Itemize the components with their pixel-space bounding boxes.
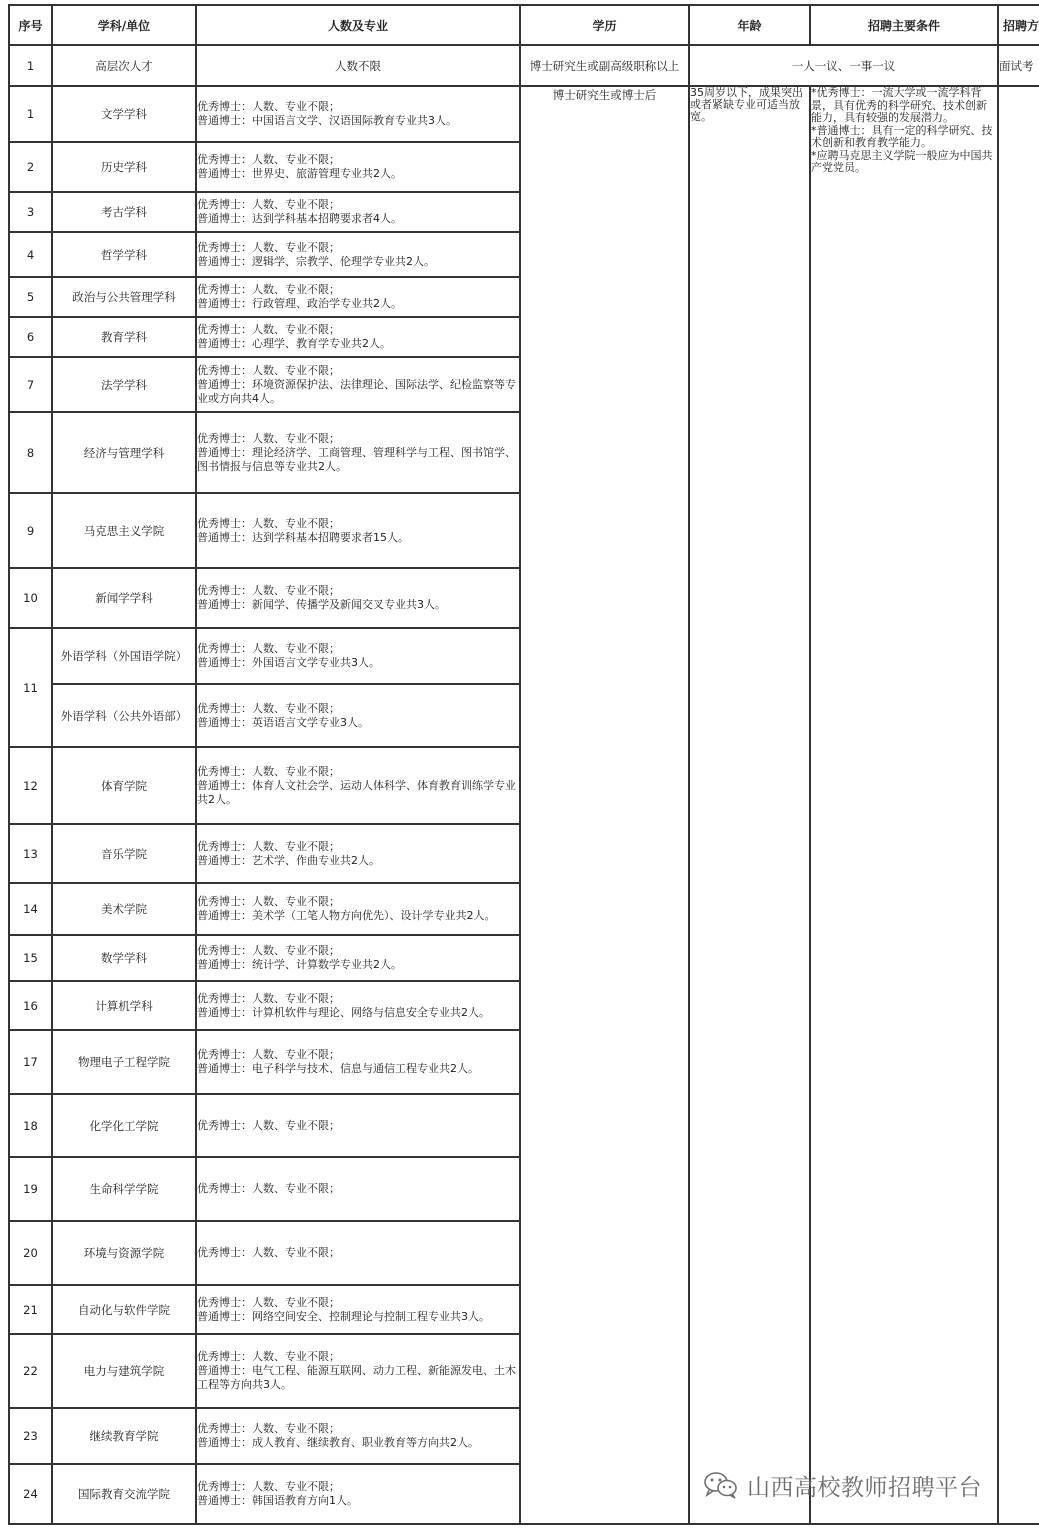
spec-line: 优秀博士：人数、专业不限； xyxy=(197,1480,340,1493)
spec-line: 优秀博士：人数、专业不限； xyxy=(197,240,340,254)
row-spec xyxy=(196,232,520,277)
row-no: 6 xyxy=(9,317,52,357)
row-spec xyxy=(196,493,520,568)
row-unit: 化学化工学院 xyxy=(52,1094,196,1157)
spec-line: 普通博士：达到学科基本招聘要求者15人。 xyxy=(197,530,409,544)
row-spec xyxy=(196,935,520,981)
row-spec xyxy=(196,412,520,493)
row-no: 18 xyxy=(9,1094,52,1157)
row-spec xyxy=(196,1285,520,1334)
row-spec xyxy=(196,1094,520,1157)
spec-line: 优秀博士：人数、专业不限； xyxy=(197,1118,340,1132)
row-unit: 新闻学学科 xyxy=(52,568,196,628)
row-unit: 电力与建筑学院 xyxy=(52,1334,196,1408)
row-unit: 历史学科 xyxy=(52,142,196,192)
spec-line: 优秀博士：人数、专业不限； xyxy=(197,944,340,957)
header-conditions: 招聘主要条件 xyxy=(810,5,998,45)
spec-line: 普通博士：外国语言文学专业共3人。 xyxy=(197,656,380,669)
row-unit: 体育学院 xyxy=(52,747,196,824)
spec-line: 普通博士：英语语言文学专业3人。 xyxy=(197,715,369,729)
row-unit: 计算机学科 xyxy=(52,981,196,1030)
spec-line: 共2人。 xyxy=(197,792,237,806)
spec-line: 图书情报与信息等专业共2人。 xyxy=(197,459,347,473)
row-no: 23 xyxy=(9,1408,52,1464)
spec-line: 普通博士：计算机软件与理论、网络与信息安全专业共2人。 xyxy=(197,1005,490,1019)
spec-line: 普通博士：世界史、旅游管理专业共2人。 xyxy=(197,167,402,180)
spec-line: 优秀博士：人数、专业不限； xyxy=(197,431,340,445)
row-unit: 环境与资源学院 xyxy=(52,1221,196,1285)
row-unit: 继续教育学院 xyxy=(52,1408,196,1464)
spec-line: 优秀博士：人数、专业不限； xyxy=(197,363,340,377)
row-unit: 外语学科（外国语学院） xyxy=(52,628,196,684)
row-spec xyxy=(196,1221,520,1285)
row-age-conditions: 一人一议、一事一议 xyxy=(689,45,998,86)
row-no: 1 xyxy=(9,86,52,142)
header-spec: 人数及专业 xyxy=(196,5,520,45)
table-row-top xyxy=(9,45,1039,86)
watermark-text: 山西高校教师招聘平台 xyxy=(747,1474,982,1501)
shared-method xyxy=(998,86,1039,1524)
spec-line: 优秀博士：人数、专业不限； xyxy=(197,1246,340,1259)
spec-line: 优秀博士：人数、专业不限； xyxy=(197,1295,340,1309)
condition-item: *应聘马克思主义学院一般应为中国共产党党员。 xyxy=(811,148,993,174)
row-spec: 人数不限 xyxy=(196,45,520,86)
row-spec xyxy=(196,684,520,747)
row-no: 16 xyxy=(9,981,52,1030)
row-unit: 文学学科 xyxy=(52,86,196,142)
row-unit: 教育学科 xyxy=(52,317,196,357)
row-unit: 生命科学学院 xyxy=(52,1157,196,1221)
row-unit: 政治与公共管理学科 xyxy=(52,277,196,317)
row-spec xyxy=(196,824,520,883)
row-unit: 经济与管理学科 xyxy=(52,412,196,493)
row-spec xyxy=(196,1408,520,1464)
spec-line: 普通博士：达到学科基本招聘要求者4人。 xyxy=(197,212,402,225)
row-spec xyxy=(196,981,520,1030)
spec-line: 优秀博士：人数、专业不限； xyxy=(197,895,340,908)
row-spec xyxy=(196,1030,520,1094)
spec-line: 优秀博士：人数、专业不限； xyxy=(197,701,340,715)
row-no: 4 xyxy=(9,232,52,277)
row-spec xyxy=(196,277,520,317)
table-row xyxy=(9,86,1039,142)
row-spec xyxy=(196,883,520,935)
spec-line: 优秀博士：人数、专业不限； xyxy=(197,1182,340,1195)
spec-line: 优秀博士：人数、专业不限； xyxy=(197,1048,340,1061)
row-spec xyxy=(196,317,520,357)
spec-line: 优秀博士：人数、专业不限； xyxy=(197,991,340,1005)
row-method: 面试考 xyxy=(998,45,1039,86)
row-no: 7 xyxy=(9,357,52,412)
spec-line: 优秀博士：人数、专业不限； xyxy=(197,153,340,166)
row-unit: 自动化与软件学院 xyxy=(52,1285,196,1334)
header-age: 年龄 xyxy=(689,5,810,45)
spec-line: 普通博士：理论经济学、工商管理、管理科学与工程、图书馆学、 xyxy=(197,445,516,459)
shared-age: 35周岁以下，成果突出或者紧缺专业可适当放宽。 xyxy=(689,86,810,1524)
header-no: 序号 xyxy=(9,5,52,45)
row-unit: 法学学科 xyxy=(52,357,196,412)
recruitment-table xyxy=(8,4,1039,1525)
row-spec xyxy=(196,1157,520,1221)
spec-line: 普通博士：新闻学、传播学及新闻交叉专业共3人。 xyxy=(197,598,446,611)
row-unit: 国际教育交流学院 xyxy=(52,1464,196,1524)
row-no: 15 xyxy=(9,935,52,981)
spec-line: 优秀博士：人数、专业不限； xyxy=(197,764,340,778)
row-no: 17 xyxy=(9,1030,52,1094)
header-row xyxy=(9,5,1039,45)
spec-line: 优秀博士：人数、专业不限； xyxy=(197,1350,340,1363)
row-no: 20 xyxy=(9,1221,52,1285)
wechat-icon xyxy=(703,1471,739,1499)
header-unit: 学科/单位 xyxy=(52,5,196,45)
row-no: 24 xyxy=(9,1464,52,1524)
row-spec xyxy=(196,86,520,142)
row-no: 1 xyxy=(9,45,52,86)
row-no: 22 xyxy=(9,1334,52,1408)
row-spec xyxy=(196,628,520,684)
spec-line: 普通博士：心理学、教育学专业共2人。 xyxy=(197,337,391,350)
row-spec xyxy=(196,142,520,192)
row-unit: 物理电子工程学院 xyxy=(52,1030,196,1094)
spec-line: 优秀博士：人数、专业不限； xyxy=(197,283,340,296)
header-method: 招聘方 xyxy=(998,5,1039,45)
spec-line: 普通博士：环境资源保护法、法律理论、国际法学、纪检监察等专 xyxy=(197,377,516,391)
spec-line: 普通博士：成人教育、继续教育、职业教育等方向共2人。 xyxy=(197,1436,479,1449)
spec-line: 普通博士：逻辑学、宗教学、伦理学专业共2人。 xyxy=(197,254,435,268)
spec-line: 优秀博士：人数、专业不限； xyxy=(197,1422,340,1435)
spec-line: 优秀博士：人数、专业不限； xyxy=(197,198,340,211)
row-unit: 数学学科 xyxy=(52,935,196,981)
spec-line: 普通博士：艺术学、作曲专业共2人。 xyxy=(197,853,380,867)
row-no: 9 xyxy=(9,493,52,568)
spec-line: 普通博士：行政管理、政治学专业共2人。 xyxy=(197,297,402,310)
row-no: 11 xyxy=(9,628,52,747)
spec-line: 普通博士：美术学（工笔人物方向优先）、设计学专业共2人。 xyxy=(197,909,496,922)
row-spec xyxy=(196,357,520,412)
condition-item: *普通博士：具有一定的科学研究、技术创新和教育教学能力。 xyxy=(811,123,993,149)
row-no: 13 xyxy=(9,824,52,883)
spec-line: 普通博士：统计学、计算数学专业共2人。 xyxy=(197,958,402,971)
row-unit: 音乐学院 xyxy=(52,824,196,883)
row-unit: 高层次人才 xyxy=(52,45,196,86)
row-no: 21 xyxy=(9,1285,52,1334)
shared-conditions xyxy=(810,86,998,1524)
spec-line: 优秀博士：人数、专业不限； xyxy=(197,839,340,853)
spec-line: 优秀博士：人数、专业不限； xyxy=(197,323,340,336)
row-unit: 美术学院 xyxy=(52,883,196,935)
spec-line: 普通博士：电气工程、能源互联网、动力工程、新能源发电、土木 xyxy=(197,1364,516,1377)
row-no: 10 xyxy=(9,568,52,628)
spec-line: 优秀博士：人数、专业不限； xyxy=(197,100,340,113)
row-no: 14 xyxy=(9,883,52,935)
row-unit: 哲学学科 xyxy=(52,232,196,277)
spec-line: 优秀博士：人数、专业不限； xyxy=(197,642,340,655)
spec-line: 业或方向共4人。 xyxy=(197,391,281,405)
row-no: 12 xyxy=(9,747,52,824)
row-no: 8 xyxy=(9,412,52,493)
header-edu: 学历 xyxy=(520,5,689,45)
row-unit: 马克思主义学院 xyxy=(52,493,196,568)
spec-line: 普通博士：电子科学与技术、信息与通信工程专业共2人。 xyxy=(197,1062,479,1075)
row-unit: 考古学科 xyxy=(52,192,196,232)
row-no: 3 xyxy=(9,192,52,232)
row-spec xyxy=(196,747,520,824)
spec-line: 优秀博士：人数、专业不限； xyxy=(197,584,340,597)
spec-line: 普通博士：体育人文社会学、运动人体科学、体育教育训练学专业 xyxy=(197,778,516,792)
shared-edu: 博士研究生或博士后 xyxy=(520,86,689,1524)
watermark xyxy=(703,1468,1033,1502)
row-edu: 博士研究生或副高级职称以上 xyxy=(520,45,689,86)
spec-line: 普通博士：网络空间安全、控制理论与控制工程专业共3人。 xyxy=(197,1309,490,1323)
row-spec xyxy=(196,192,520,232)
row-spec xyxy=(196,1334,520,1408)
condition-item: *优秀博士：一流大学或一流学科背景，具有优秀的科学研究、技术创新能力，具有较强的发展潜力。 xyxy=(811,86,987,124)
row-unit: 外语学科（公共外语部） xyxy=(52,684,196,747)
spec-line: 优秀博士：人数、专业不限； xyxy=(197,516,340,530)
spec-line: 普通博士：中国语言文学、汉语国际教育专业共3人。 xyxy=(197,114,457,127)
spec-line: 普通博士：韩国语教育方向1人。 xyxy=(197,1494,358,1507)
row-spec xyxy=(196,1464,520,1524)
row-no: 5 xyxy=(9,277,52,317)
row-no: 19 xyxy=(9,1157,52,1221)
spec-line: 工程等方向共3人。 xyxy=(197,1378,292,1391)
row-no: 2 xyxy=(9,142,52,192)
row-spec xyxy=(196,568,520,628)
